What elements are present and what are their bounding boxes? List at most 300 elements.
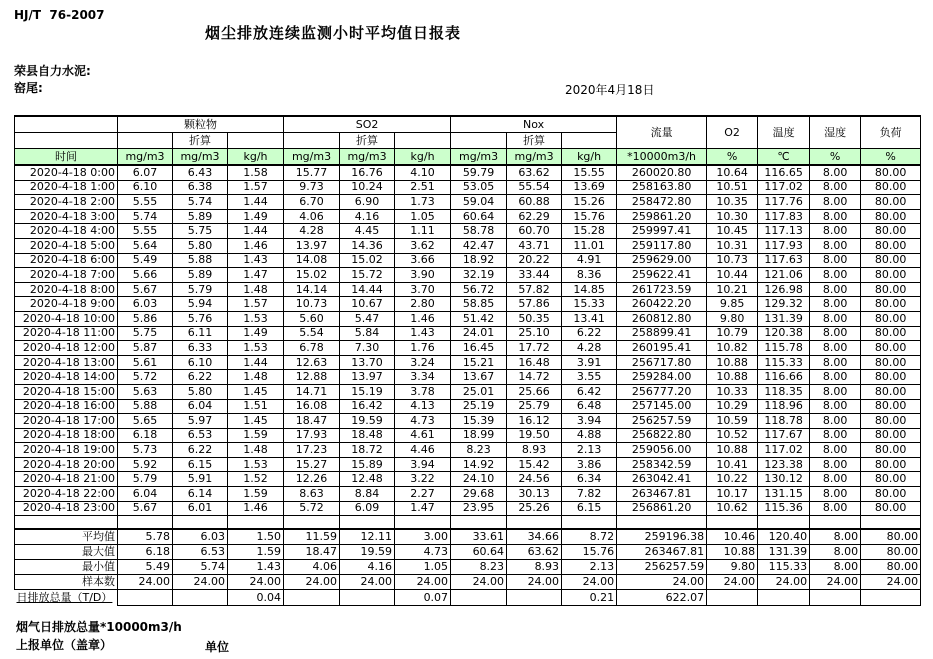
value-cell: 6.43 <box>173 165 228 180</box>
value-cell: 5.76 <box>173 311 228 326</box>
value-cell: 42.47 <box>451 238 507 253</box>
value-cell: 3.34 <box>395 370 451 385</box>
value-cell: 256717.80 <box>617 355 707 370</box>
value-cell: 1.58 <box>228 165 284 180</box>
value-cell: 15.02 <box>284 268 340 283</box>
value-cell: 126.98 <box>758 282 810 297</box>
daily-total-value-cell: 0.07 <box>395 590 451 606</box>
value-cell: 10.29 <box>707 399 758 414</box>
value-cell: 257145.00 <box>617 399 707 414</box>
report-unit-label: 上报单位（盖章） <box>16 638 113 652</box>
value-cell: 10.73 <box>284 297 340 312</box>
header-row-groups <box>15 116 921 133</box>
value-cell: 16.08 <box>284 399 340 414</box>
value-cell: 6.10 <box>118 180 173 195</box>
value-cell: 8.00 <box>810 195 861 210</box>
report-table <box>14 115 921 606</box>
blank-cell <box>861 516 921 530</box>
blank-cell <box>707 516 758 530</box>
value-cell: 17.72 <box>507 341 562 356</box>
summary-value-cell: 8.00 <box>810 529 861 545</box>
value-cell: 30.13 <box>507 487 562 502</box>
value-cell: 1.43 <box>228 253 284 268</box>
table-row <box>15 399 921 414</box>
value-cell: 6.90 <box>340 195 395 210</box>
table-row <box>15 253 921 268</box>
value-cell: 1.76 <box>395 341 451 356</box>
value-cell: 9.85 <box>707 297 758 312</box>
blank-cell <box>562 133 617 149</box>
value-cell: 1.57 <box>228 297 284 312</box>
value-cell: 6.07 <box>118 165 173 180</box>
value-cell: 24.56 <box>507 472 562 487</box>
value-cell: 8.00 <box>810 370 861 385</box>
value-cell: 8.00 <box>810 487 861 502</box>
value-cell: 6.03 <box>118 297 173 312</box>
blank-cell <box>562 516 617 530</box>
daily-total-value-cell <box>173 590 228 606</box>
summary-value-cell: 1.43 <box>228 560 284 575</box>
value-cell: 4.28 <box>284 224 340 239</box>
value-cell: 19.59 <box>340 414 395 429</box>
value-cell: 8.23 <box>451 443 507 458</box>
time-cell: 2020-4-18 8:00 <box>15 282 118 297</box>
converted-label-nox: 折算 <box>507 133 562 149</box>
value-cell: 15.55 <box>562 165 617 180</box>
value-cell: 5.79 <box>118 472 173 487</box>
value-cell: 25.79 <box>507 399 562 414</box>
value-cell: 130.12 <box>758 472 810 487</box>
daily-total-value-cell <box>340 590 395 606</box>
value-cell: 259622.41 <box>617 268 707 283</box>
summary-value-cell: 24.00 <box>861 575 921 590</box>
unit-cell: kg/h <box>395 149 451 166</box>
value-cell: 3.70 <box>395 282 451 297</box>
unit-cell: mg/m3 <box>118 149 173 166</box>
value-cell: 13.67 <box>451 370 507 385</box>
table-row <box>15 414 921 429</box>
daily-total-value-cell: 622.07 <box>617 590 707 606</box>
value-cell: 15.76 <box>562 209 617 224</box>
table-row <box>15 326 921 341</box>
blank-cell <box>340 516 395 530</box>
value-cell: 13.69 <box>562 180 617 195</box>
value-cell: 80.00 <box>861 457 921 472</box>
value-cell: 12.88 <box>284 370 340 385</box>
value-cell: 10.31 <box>707 238 758 253</box>
value-cell: 118.78 <box>758 414 810 429</box>
value-cell: 80.00 <box>861 370 921 385</box>
value-cell: 1.59 <box>228 428 284 443</box>
value-cell: 58.85 <box>451 297 507 312</box>
header-o2: O2 <box>707 116 758 149</box>
value-cell: 5.67 <box>118 282 173 297</box>
value-cell: 10.52 <box>707 428 758 443</box>
blank-cell <box>15 133 118 149</box>
value-cell: 258899.41 <box>617 326 707 341</box>
group-header-nox: Nox <box>451 116 617 133</box>
time-cell: 2020-4-18 14:00 <box>15 370 118 385</box>
value-cell: 131.39 <box>758 311 810 326</box>
value-cell: 6.34 <box>562 472 617 487</box>
value-cell: 1.48 <box>228 443 284 458</box>
value-cell: 4.46 <box>395 443 451 458</box>
value-cell: 117.63 <box>758 253 810 268</box>
value-cell: 6.38 <box>173 180 228 195</box>
separator-row <box>15 516 921 530</box>
blank-cell <box>118 133 173 149</box>
summary-value-cell: 8.93 <box>507 560 562 575</box>
value-cell: 15.19 <box>340 384 395 399</box>
blank-cell <box>758 516 810 530</box>
summary-row <box>15 545 921 560</box>
group-header-so2: SO2 <box>284 116 451 133</box>
value-cell: 6.14 <box>173 487 228 502</box>
summary-value-cell: 9.80 <box>707 560 758 575</box>
value-cell: 5.65 <box>118 414 173 429</box>
summary-value-cell: 1.59 <box>228 545 284 560</box>
value-cell: 12.48 <box>340 472 395 487</box>
value-cell: 80.00 <box>861 209 921 224</box>
value-cell: 8.00 <box>810 399 861 414</box>
value-cell: 80.00 <box>861 341 921 356</box>
value-cell: 80.00 <box>861 501 921 516</box>
value-cell: 16.42 <box>340 399 395 414</box>
value-cell: 29.68 <box>451 487 507 502</box>
value-cell: 3.24 <box>395 355 451 370</box>
value-cell: 32.19 <box>451 268 507 283</box>
value-cell: 15.28 <box>562 224 617 239</box>
summary-value-cell: 24.00 <box>395 575 451 590</box>
value-cell: 129.32 <box>758 297 810 312</box>
flow-total-note: 烟气日排放总量*10000m3/h <box>16 620 182 634</box>
time-cell: 2020-4-18 20:00 <box>15 457 118 472</box>
value-cell: 5.49 <box>118 253 173 268</box>
summary-value-cell: 1.05 <box>395 560 451 575</box>
value-cell: 59.04 <box>451 195 507 210</box>
summary-value-cell: 80.00 <box>861 545 921 560</box>
value-cell: 8.00 <box>810 472 861 487</box>
value-cell: 6.15 <box>173 457 228 472</box>
header-row-units <box>15 149 921 166</box>
value-cell: 5.74 <box>118 209 173 224</box>
value-cell: 259056.00 <box>617 443 707 458</box>
value-cell: 6.70 <box>284 195 340 210</box>
header-temperature: 温度 <box>758 116 810 149</box>
blank-cell <box>284 516 340 530</box>
value-cell: 6.10 <box>173 355 228 370</box>
table-row <box>15 282 921 297</box>
value-cell: 10.24 <box>340 180 395 195</box>
value-cell: 8.93 <box>507 443 562 458</box>
daily-total-value-cell <box>284 590 340 606</box>
summary-value-cell: 131.39 <box>758 545 810 560</box>
time-cell: 2020-4-18 0:00 <box>15 165 118 180</box>
summary-value-cell: 12.11 <box>340 529 395 545</box>
value-cell: 261723.59 <box>617 282 707 297</box>
value-cell: 20.22 <box>507 253 562 268</box>
time-cell: 2020-4-18 4:00 <box>15 224 118 239</box>
time-cell: 2020-4-18 7:00 <box>15 268 118 283</box>
value-cell: 56.72 <box>451 282 507 297</box>
value-cell: 5.97 <box>173 414 228 429</box>
value-cell: 80.00 <box>861 165 921 180</box>
summary-value-cell: 24.00 <box>118 575 173 590</box>
blank-cell <box>173 516 228 530</box>
value-cell: 80.00 <box>861 253 921 268</box>
value-cell: 5.72 <box>118 370 173 385</box>
value-cell: 2.27 <box>395 487 451 502</box>
daily-total-value-cell <box>118 590 173 606</box>
value-cell: 63.62 <box>507 165 562 180</box>
value-cell: 8.00 <box>810 443 861 458</box>
blank-cell <box>284 133 340 149</box>
value-cell: 3.94 <box>562 414 617 429</box>
summary-value-cell: 5.74 <box>173 560 228 575</box>
value-cell: 60.70 <box>507 224 562 239</box>
value-cell: 4.91 <box>562 253 617 268</box>
value-cell: 51.42 <box>451 311 507 326</box>
unit-cell: mg/m3 <box>507 149 562 166</box>
unit-label: 单位 <box>205 640 230 654</box>
table-row <box>15 341 921 356</box>
value-cell: 5.60 <box>284 311 340 326</box>
value-cell: 80.00 <box>861 414 921 429</box>
value-cell: 53.05 <box>451 180 507 195</box>
value-cell: 256777.20 <box>617 384 707 399</box>
value-cell: 25.19 <box>451 399 507 414</box>
value-cell: 259117.80 <box>617 238 707 253</box>
value-cell: 5.54 <box>284 326 340 341</box>
time-cell: 2020-4-18 21:00 <box>15 472 118 487</box>
value-cell: 5.88 <box>118 399 173 414</box>
table-row <box>15 370 921 385</box>
value-cell: 115.33 <box>758 355 810 370</box>
daily-total-value-cell: 0.04 <box>228 590 284 606</box>
value-cell: 1.49 <box>228 209 284 224</box>
summary-value-cell: 8.00 <box>810 560 861 575</box>
summary-value-cell: 63.62 <box>507 545 562 560</box>
unit-cell: % <box>861 149 921 166</box>
value-cell: 3.91 <box>562 355 617 370</box>
value-cell: 8.00 <box>810 268 861 283</box>
value-cell: 80.00 <box>861 443 921 458</box>
unit-cell: mg/m3 <box>451 149 507 166</box>
value-cell: 5.87 <box>118 341 173 356</box>
summary-value-cell: 4.16 <box>340 560 395 575</box>
value-cell: 33.44 <box>507 268 562 283</box>
value-cell: 3.55 <box>562 370 617 385</box>
value-cell: 131.15 <box>758 487 810 502</box>
table-row <box>15 238 921 253</box>
table-row <box>15 428 921 443</box>
value-cell: 6.18 <box>118 428 173 443</box>
summary-value-cell: 3.00 <box>395 529 451 545</box>
value-cell: 14.36 <box>340 238 395 253</box>
summary-label: 平均值 <box>15 529 118 545</box>
summary-value-cell: 24.00 <box>173 575 228 590</box>
summary-value-cell: 8.23 <box>451 560 507 575</box>
summary-value-cell: 60.64 <box>451 545 507 560</box>
value-cell: 80.00 <box>861 326 921 341</box>
value-cell: 1.47 <box>395 501 451 516</box>
value-cell: 6.22 <box>173 443 228 458</box>
value-cell: 5.64 <box>118 238 173 253</box>
value-cell: 8.84 <box>340 487 395 502</box>
value-cell: 15.77 <box>284 165 340 180</box>
value-cell: 10.17 <box>707 487 758 502</box>
value-cell: 259284.00 <box>617 370 707 385</box>
value-cell: 5.75 <box>118 326 173 341</box>
table-row <box>15 268 921 283</box>
value-cell: 6.01 <box>173 501 228 516</box>
value-cell: 117.02 <box>758 180 810 195</box>
blank-cell <box>228 516 284 530</box>
value-cell: 8.00 <box>810 341 861 356</box>
value-cell: 80.00 <box>861 399 921 414</box>
value-cell: 117.02 <box>758 443 810 458</box>
value-cell: 256861.20 <box>617 501 707 516</box>
summary-value-cell: 256257.59 <box>617 560 707 575</box>
value-cell: 8.00 <box>810 428 861 443</box>
group-header-pm: 颗粒物 <box>118 116 284 133</box>
value-cell: 1.46 <box>395 311 451 326</box>
value-cell: 258342.59 <box>617 457 707 472</box>
value-cell: 4.13 <box>395 399 451 414</box>
value-cell: 10.21 <box>707 282 758 297</box>
value-cell: 123.38 <box>758 457 810 472</box>
value-cell: 14.71 <box>284 384 340 399</box>
value-cell: 263467.81 <box>617 487 707 502</box>
value-cell: 80.00 <box>861 487 921 502</box>
blank-cell <box>617 516 707 530</box>
value-cell: 10.73 <box>707 253 758 268</box>
value-cell: 3.62 <box>395 238 451 253</box>
value-cell: 5.75 <box>173 224 228 239</box>
blank-cell <box>15 516 118 530</box>
time-cell: 2020-4-18 6:00 <box>15 253 118 268</box>
summary-value-cell: 80.00 <box>861 560 921 575</box>
value-cell: 259861.20 <box>617 209 707 224</box>
value-cell: 16.76 <box>340 165 395 180</box>
summary-value-cell: 10.88 <box>707 545 758 560</box>
value-cell: 1.52 <box>228 472 284 487</box>
value-cell: 8.00 <box>810 282 861 297</box>
value-cell: 10.64 <box>707 165 758 180</box>
blank-cell <box>395 133 451 149</box>
value-cell: 1.46 <box>228 501 284 516</box>
summary-value-cell: 4.06 <box>284 560 340 575</box>
time-cell: 2020-4-18 22:00 <box>15 487 118 502</box>
value-cell: 8.36 <box>562 268 617 283</box>
value-cell: 8.00 <box>810 165 861 180</box>
header-time: 时间 <box>15 149 118 166</box>
summary-label: 最小值 <box>15 560 118 575</box>
header-humidity: 湿度 <box>810 116 861 149</box>
value-cell: 6.04 <box>173 399 228 414</box>
value-cell: 9.73 <box>284 180 340 195</box>
value-cell: 1.45 <box>228 414 284 429</box>
time-cell: 2020-4-18 15:00 <box>15 384 118 399</box>
value-cell: 5.63 <box>118 384 173 399</box>
value-cell: 1.48 <box>228 282 284 297</box>
converted-label-so2: 折算 <box>340 133 395 149</box>
value-cell: 10.33 <box>707 384 758 399</box>
summary-value-cell: 15.76 <box>562 545 617 560</box>
unit-cell: % <box>810 149 861 166</box>
value-cell: 10.51 <box>707 180 758 195</box>
summary-value-cell: 263467.81 <box>617 545 707 560</box>
value-cell: 14.85 <box>562 282 617 297</box>
value-cell: 15.21 <box>451 355 507 370</box>
value-cell: 60.64 <box>451 209 507 224</box>
value-cell: 15.39 <box>451 414 507 429</box>
table-row <box>15 209 921 224</box>
value-cell: 259629.00 <box>617 253 707 268</box>
value-cell: 12.26 <box>284 472 340 487</box>
value-cell: 5.91 <box>173 472 228 487</box>
value-cell: 5.79 <box>173 282 228 297</box>
value-cell: 14.92 <box>451 457 507 472</box>
value-cell: 8.00 <box>810 311 861 326</box>
time-cell: 2020-4-18 2:00 <box>15 195 118 210</box>
time-cell: 2020-4-18 3:00 <box>15 209 118 224</box>
value-cell: 15.26 <box>562 195 617 210</box>
value-cell: 4.16 <box>340 209 395 224</box>
value-cell: 115.36 <box>758 501 810 516</box>
value-cell: 4.28 <box>562 341 617 356</box>
value-cell: 1.57 <box>228 180 284 195</box>
value-cell: 62.29 <box>507 209 562 224</box>
summary-label: 样本数 <box>15 575 118 590</box>
blank-cell <box>15 116 118 133</box>
value-cell: 6.48 <box>562 399 617 414</box>
value-cell: 8.00 <box>810 238 861 253</box>
value-cell: 8.63 <box>284 487 340 502</box>
value-cell: 8.00 <box>810 414 861 429</box>
value-cell: 23.95 <box>451 501 507 516</box>
value-cell: 15.89 <box>340 457 395 472</box>
value-cell: 10.88 <box>707 355 758 370</box>
value-cell: 16.12 <box>507 414 562 429</box>
blank-cell <box>118 516 173 530</box>
value-cell: 260422.20 <box>617 297 707 312</box>
value-cell: 5.80 <box>173 238 228 253</box>
value-cell: 5.55 <box>118 224 173 239</box>
unit-cell: mg/m3 <box>340 149 395 166</box>
value-cell: 118.35 <box>758 384 810 399</box>
value-cell: 58.78 <box>451 224 507 239</box>
header-flow: 流量 <box>617 116 707 149</box>
value-cell: 10.22 <box>707 472 758 487</box>
value-cell: 13.70 <box>340 355 395 370</box>
value-cell: 18.99 <box>451 428 507 443</box>
blank-cell <box>507 516 562 530</box>
value-cell: 1.44 <box>228 355 284 370</box>
value-cell: 25.66 <box>507 384 562 399</box>
time-cell: 2020-4-18 16:00 <box>15 399 118 414</box>
value-cell: 15.42 <box>507 457 562 472</box>
value-cell: 12.63 <box>284 355 340 370</box>
value-cell: 8.00 <box>810 501 861 516</box>
value-cell: 5.86 <box>118 311 173 326</box>
value-cell: 10.30 <box>707 209 758 224</box>
value-cell: 1.73 <box>395 195 451 210</box>
value-cell: 256257.59 <box>617 414 707 429</box>
value-cell: 50.35 <box>507 311 562 326</box>
value-cell: 6.22 <box>173 370 228 385</box>
summary-value-cell: 2.13 <box>562 560 617 575</box>
